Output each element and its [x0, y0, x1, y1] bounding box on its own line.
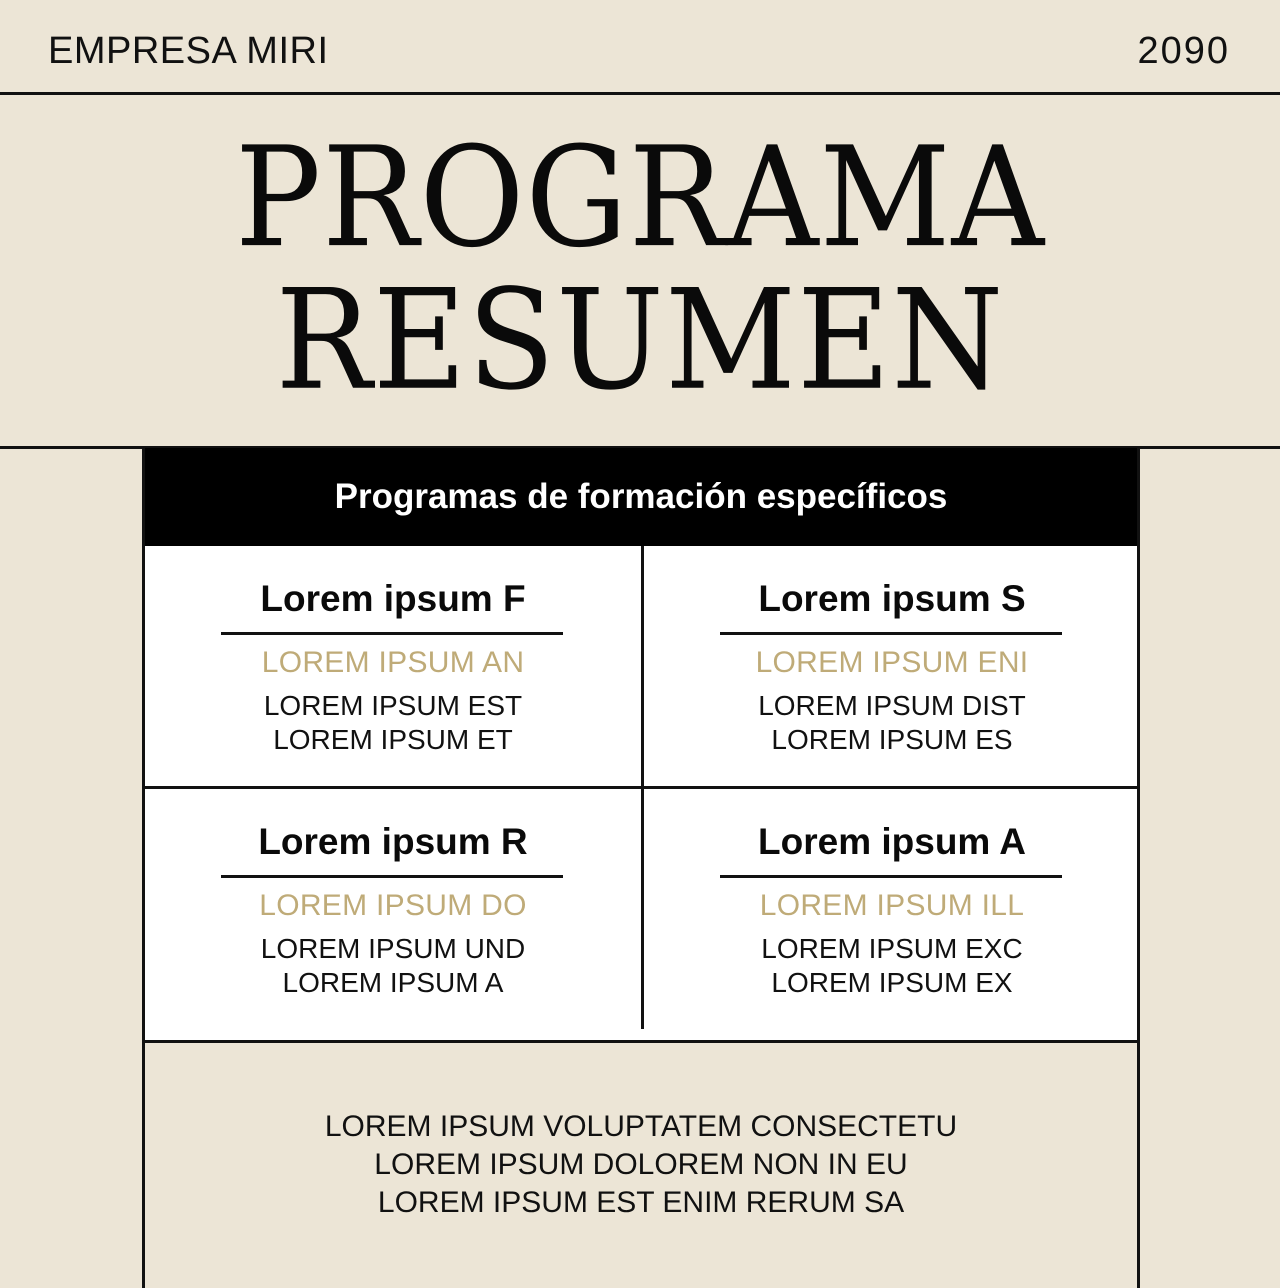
program-card-accent: LOREM IPSUM ILL: [759, 889, 1025, 922]
program-card-line: LOREM IPSUM ET: [273, 724, 513, 755]
year-label: 2090: [1137, 30, 1230, 72]
page-title: [0, 117, 1280, 422]
footer-line: LOREM IPSUM EST ENIM RERUM SA: [377, 1186, 905, 1219]
program-card-divider: [720, 875, 1062, 878]
title-line-2: RESUMEN: [275, 260, 1005, 422]
program-grid: [145, 546, 1137, 1043]
program-card: [641, 546, 1140, 786]
program-card: [145, 546, 641, 786]
program-card-line: LOREM IPSUM EXC: [761, 933, 1023, 964]
program-card: [641, 786, 1140, 1029]
program-card-accent: LOREM IPSUM ENI: [755, 646, 1029, 679]
program-card-accent: LOREM IPSUM AN: [261, 646, 525, 679]
program-card-divider: [221, 875, 563, 878]
program-card-line: LOREM IPSUM DIST: [758, 690, 1026, 721]
top-bar: [0, 0, 1280, 95]
footer-text: [145, 1108, 1137, 1222]
program-card-title: Lorem ipsum A: [758, 821, 1026, 862]
company-name: EMPRESA MIRI: [48, 30, 329, 72]
program-card-title: Lorem ipsum S: [758, 578, 1026, 619]
program-card-divider: [221, 632, 563, 635]
program-card: [145, 786, 641, 1029]
footer-line: LOREM IPSUM DOLOREM NON IN EU: [374, 1148, 908, 1181]
program-card-title: Lorem ipsum R: [258, 821, 528, 862]
program-card-line: LOREM IPSUM A: [282, 967, 504, 998]
program-card-line: LOREM IPSUM EST: [263, 690, 523, 721]
program-card-line: LOREM IPSUM EX: [771, 967, 1013, 998]
panel-heading: Programas de formación específicos: [145, 448, 1137, 546]
program-card-accent: LOREM IPSUM DO: [259, 889, 527, 922]
program-panel: [142, 448, 1140, 1288]
program-card-line: LOREM IPSUM UND: [260, 933, 526, 964]
program-card-line: LOREM IPSUM ES: [771, 724, 1013, 755]
title-line-1: PROGRAMA: [235, 117, 1045, 279]
footer-line: LOREM IPSUM VOLUPTATEM CONSECTETU: [324, 1110, 958, 1143]
program-card-divider: [720, 632, 1062, 635]
program-card-title: Lorem ipsum F: [260, 578, 526, 619]
